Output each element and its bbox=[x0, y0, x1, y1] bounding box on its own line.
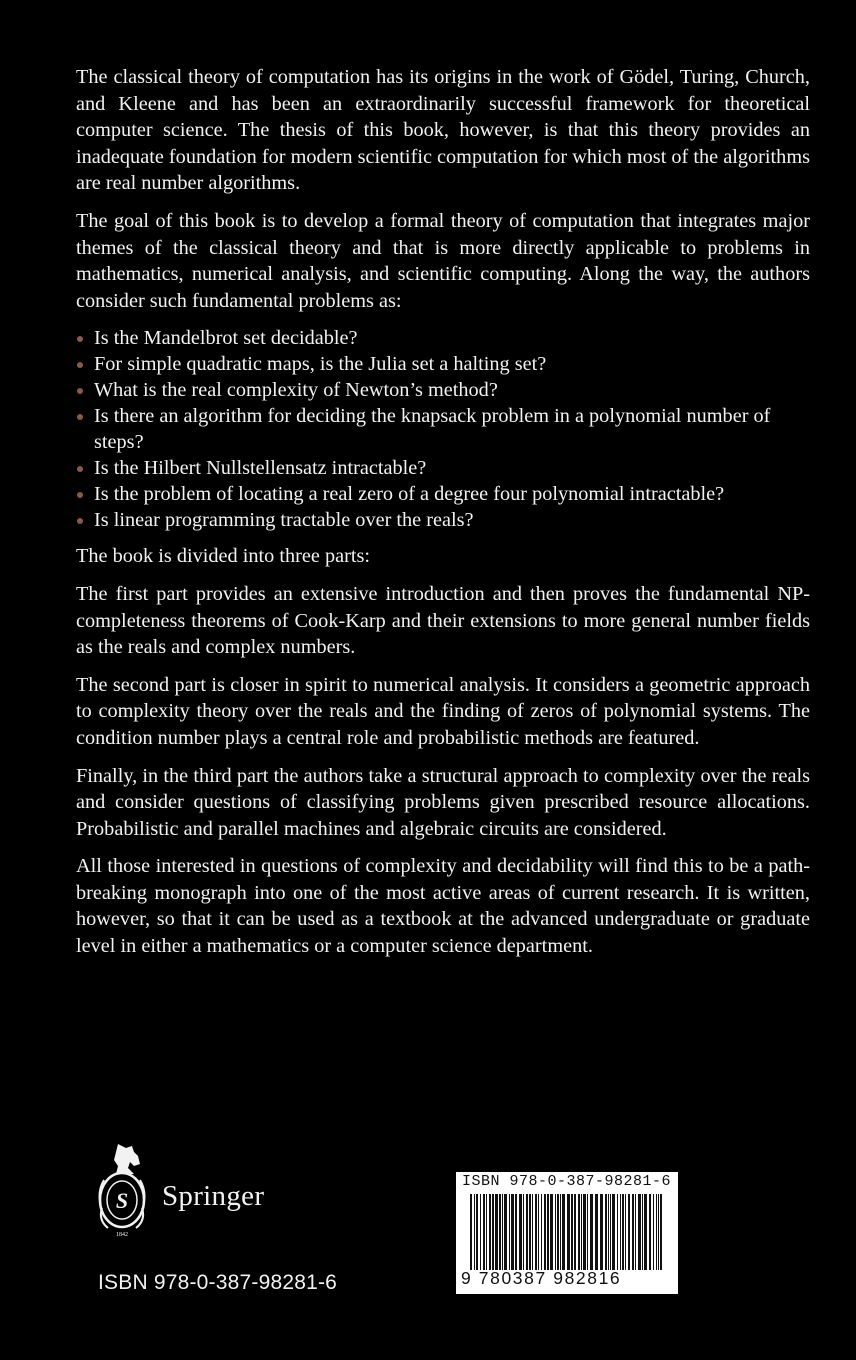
bullet-dot-icon bbox=[77, 362, 83, 368]
parts-intro: The book is divided into three parts: bbox=[76, 545, 371, 568]
barcode-bars-icon bbox=[470, 1194, 666, 1270]
list-item: Is the Mandelbrot set decidable? bbox=[76, 325, 810, 351]
list-item: Is the problem of locating a real zero of a degree four polynomial intractable? bbox=[76, 481, 810, 507]
bullet-dot-icon bbox=[77, 336, 83, 342]
svg-text:1842: 1842 bbox=[116, 1232, 128, 1238]
publisher-logo bbox=[94, 1142, 276, 1246]
list-item: For simple quadratic maps, is the Julia set a halting set? bbox=[76, 351, 810, 377]
list-item: Is there an algorithm for deciding the knapsack problem in a polynomial number of steps? bbox=[76, 403, 810, 455]
intro-paragraph-1: The classical theory of computation has its origins in the work of Gödel, Turing, Church, and Kleene and has been an extraordinarily successful framework for theoretical computer science. The thesis of this book, however, is that this theory provides an inadequate foundation for modern scientific computation for which most of the algorithms are real number algorithms. bbox=[76, 66, 810, 195]
bullet-dot-icon bbox=[77, 492, 83, 498]
isbn-label: ISBN 978-0-387-98281-6 bbox=[98, 1271, 338, 1294]
list-item: Is linear programming tractable over the reals? bbox=[76, 507, 810, 533]
springer-knight-icon bbox=[94, 1142, 158, 1246]
barcode-isbn-header: ISBN 978-0-387-98281-6 bbox=[462, 1173, 672, 1190]
blurb-text bbox=[76, 64, 810, 971]
publisher-name: Springer bbox=[162, 1180, 265, 1212]
svg-text:S: S bbox=[115, 1188, 129, 1213]
bullet-dot-icon bbox=[77, 466, 83, 472]
isbn-barcode bbox=[456, 1172, 678, 1294]
bullet-dot-icon bbox=[77, 388, 83, 394]
problem-list bbox=[76, 325, 810, 533]
part-three-paragraph: Finally, in the third part the authors take a structural approach to complexity over the reals and consider questions of classifying problems given prescribed resource allocations. Probabilistic and parallel machines and algebraic circuits are considered. bbox=[76, 764, 810, 840]
bullet-dot-icon bbox=[77, 414, 83, 420]
closing-paragraph: All those interested in questions of complexity and decidability will find this to be a path-breaking monograph into one of the most active areas of current research. It is written, however, so that it can be used as a textbook at the advanced undergraduate or graduate level in either a mathematics or a computer science department. bbox=[76, 855, 810, 958]
list-item: What is the real complexity of Newton’s method? bbox=[76, 377, 810, 403]
part-two-paragraph: The second part is closer in spirit to numerical analysis. It considers a geometric approach to complexity theory over the reals and the finding of zeros of polynomial systems. The condition number plays a central role and probabilistic methods are featured. bbox=[76, 673, 810, 749]
barcode-digits: 9 780387 982816 bbox=[461, 1268, 622, 1288]
list-item: Is the Hilbert Nullstellensatz intractable? bbox=[76, 455, 810, 481]
part-one-paragraph: The first part provides an extensive introduction and then proves the fundamental NP-completeness theorems of Cook-Karp and their extensions to more general number fields as the reals and complex numbers. bbox=[76, 582, 810, 659]
bullet-dot-icon bbox=[77, 518, 83, 524]
intro-paragraph-2: The goal of this book is to develop a formal theory of computation that integrates major themes of the classical theory and that is more directly applicable to problems in mathematics, numerical analysis, and scientific computing. Along the way, the authors consider such fundamental problems as: bbox=[76, 209, 810, 312]
